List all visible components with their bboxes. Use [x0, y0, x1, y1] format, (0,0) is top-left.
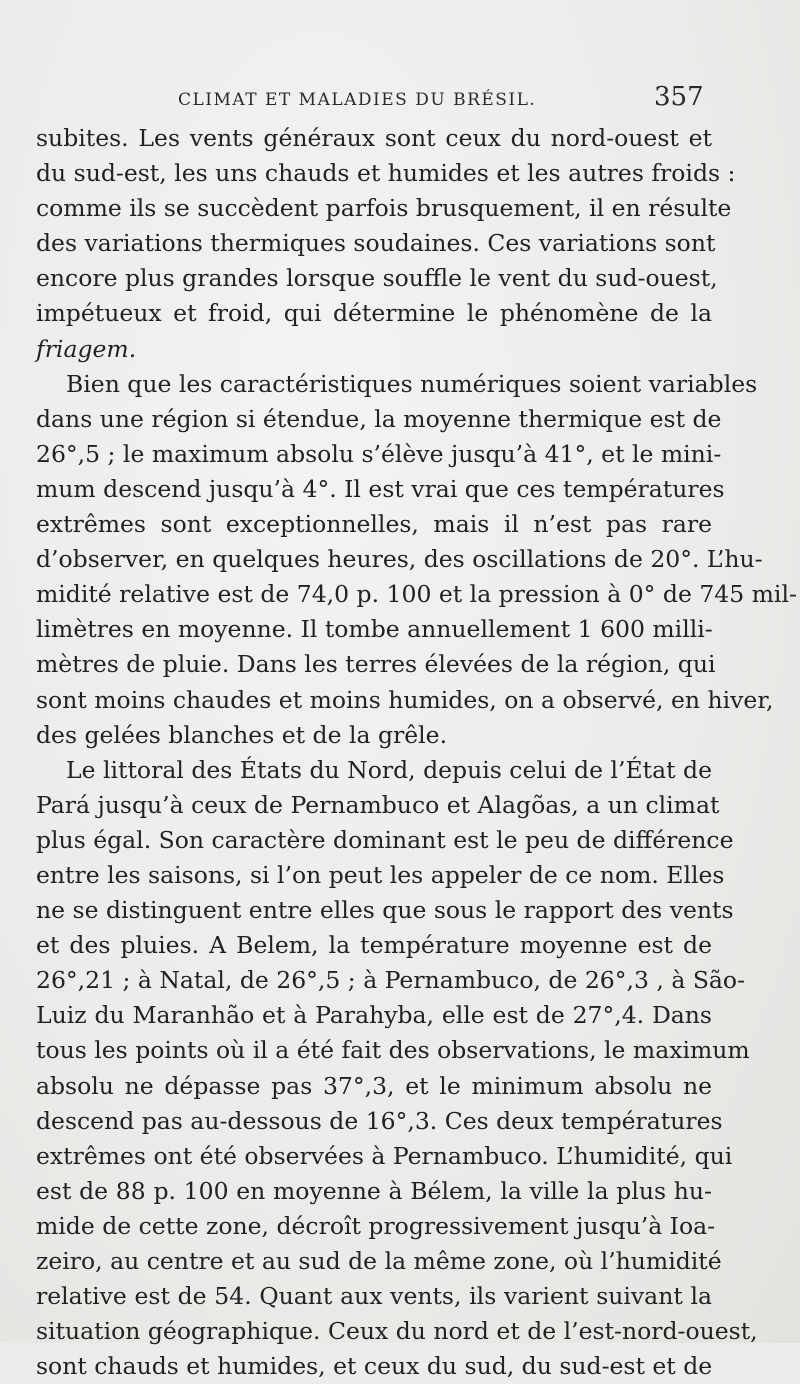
- text-line: sont moins chaudes et moins humides, on a observé, en hiver,: [36, 685, 774, 714]
- text-line: et des pluies. A Belem, la température moyenne est de: [36, 931, 712, 960]
- text-line: impétueux et froid, qui détermine le phénomène de la: [36, 299, 712, 328]
- running-title: CLIMAT ET MALADIES DU BRÉSIL.: [178, 90, 537, 110]
- text-line: dans une région si étendue, la moyenne thermique est de: [36, 404, 722, 433]
- text-line: Le littoral des États du Nord, depuis celui de l’État de: [66, 755, 712, 784]
- text-line: des variations thermiques soudaines. Ces variations sont: [36, 229, 716, 258]
- page-number: 357: [654, 82, 704, 112]
- text-line: extrêmes sont exceptionnelles, mais il n’est pas rare: [36, 510, 712, 539]
- text-line: situation géographique. Ceux du nord et de l’est-nord-ouest,: [36, 1317, 758, 1346]
- text-line: descend pas au-dessous de 16°,3. Ces deux températures: [36, 1106, 723, 1135]
- text-line: sont chauds et humides, et ceux du sud, du sud-est et de: [36, 1352, 713, 1381]
- text-line: des gelées blanches et de la grêle.: [36, 720, 448, 749]
- text-line: absolu ne dépasse pas 37°,3, et le minimum absolu ne: [36, 1071, 712, 1100]
- text-line: Luiz du Maranhão et à Parahyba, elle est de 27°,4. Dans: [36, 1001, 712, 1030]
- text-line: subites. Les vents généraux sont ceux du nord-ouest et: [36, 124, 712, 152]
- text-line: mum descend jusqu’à 4°. Il est vrai que ces températures: [36, 474, 725, 503]
- body-text: [36, 121, 797, 1384]
- text-line: mide de cette zone, décroît progressivement jusqu’à Ioa-: [36, 1211, 716, 1240]
- text-line: tous les points où il a été fait des observations, le maximum: [36, 1036, 750, 1065]
- text-line: friagem.: [36, 334, 137, 363]
- text-line: d’observer, en quelques heures, des oscillations de 20°. L’hu-: [36, 545, 763, 574]
- text-line: extrêmes ont été observées à Pernambuco. L’humidité, qui: [36, 1141, 733, 1170]
- text-line: limètres en moyenne. Il tombe annuellement 1 600 milli-: [36, 615, 713, 644]
- text-line: ne se distinguent entre elles que sous le rapport des vents: [36, 896, 734, 925]
- text-line: Pará jusqu’à ceux de Pernambuco et Alagõas, a un climat: [36, 790, 720, 819]
- text-line: zeiro, au centre et au sud de la même zone, où l’humidité: [36, 1247, 722, 1275]
- text-line: du sud-est, les uns chauds et humides et les autres froids :: [36, 159, 736, 188]
- text-line: relative est de 54. Quant aux vents, ils varient suivant la: [36, 1282, 712, 1311]
- text-line: midité relative est de 74,0 p. 100 et la pression à 0° de 745 mil-: [36, 580, 797, 609]
- page-header: [0, 82, 800, 122]
- text-line: comme ils se succèdent parfois brusquement, il en résulte: [36, 194, 732, 223]
- text-line: Bien que les caractéristiques numériques soient variables: [66, 369, 758, 398]
- text-line: 26°,21 ; à Natal, de 26°,5 ; à Pernambuco, de 26°,3 , à São-: [36, 966, 746, 995]
- text-line: mètres de pluie. Dans les terres élevées de la région, qui: [36, 650, 716, 679]
- text-line: plus égal. Son caractère dominant est le peu de différence: [36, 825, 734, 854]
- text-line: 26°,5 ; le maximum absolu s’élève jusqu’à 41°, et le mini-: [36, 439, 722, 468]
- text-line: encore plus grandes lorsque souffle le vent du sud-ouest,: [36, 264, 718, 293]
- text-line: entre les saisons, si l’on peut les appeler de ce nom. Elles: [36, 860, 725, 889]
- text-line: est de 88 p. 100 en moyenne à Bélem, la ville la plus hu-: [36, 1176, 712, 1205]
